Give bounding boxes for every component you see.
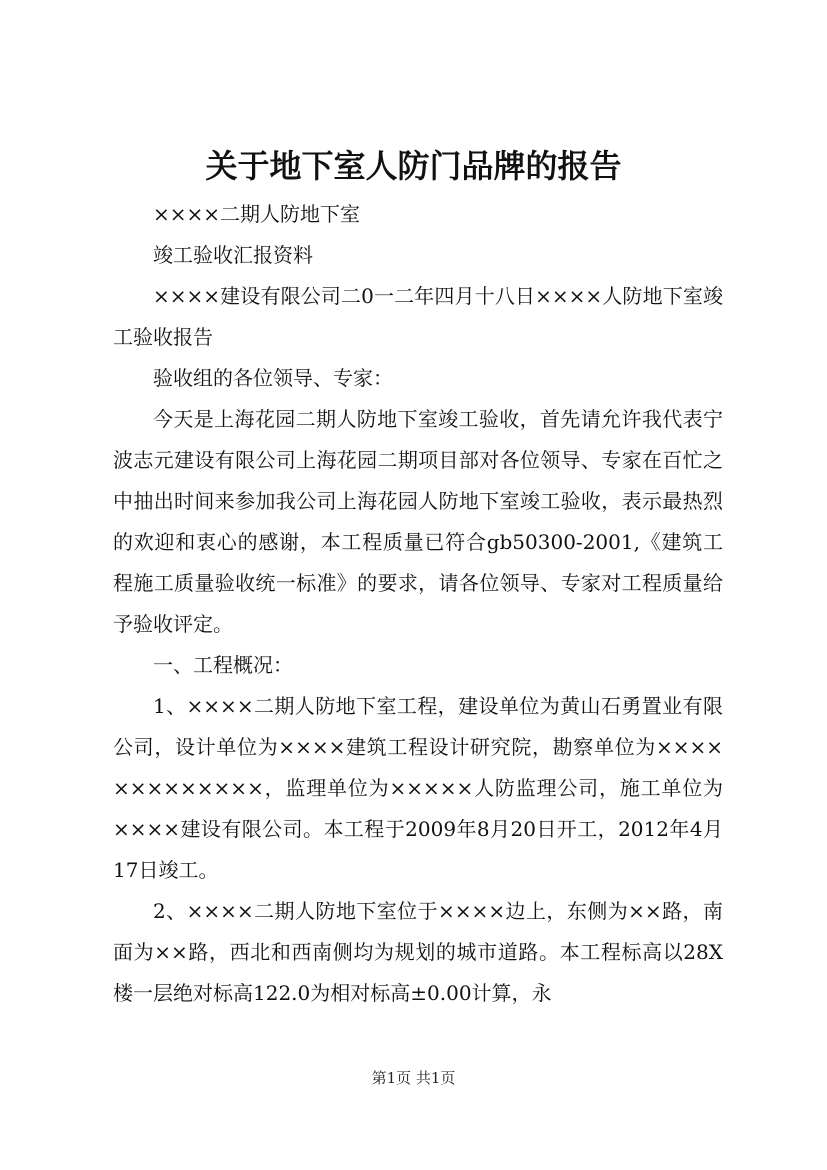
paragraph-overview-2: 2、××××二期人防地下室位于××××边上，东侧为××路，南面为××路，西北和西南侧均为规划的城市道路。本工程标高以28X楼一层绝对标高122.0为相对标高±0.00计算，永 (113, 899, 723, 1005)
section-heading-overview: 一、工程概况： (153, 653, 293, 677)
paragraph-project-name: ××××二期人防地下室 (153, 202, 361, 226)
paragraph-introduction: 今天是上海花园二期人防地下室竣工验收，首先请允许我代表宁波志元建设有限公司上海花园二期项目部对各位领导、专家在百忙之中抽出时间来参加我公司上海花园人防地下室竣工验收，表示最热烈的欢迎和衷心的感谢，本工程质量已符合gb50300-2001,《建筑工程施工质量验收统一标准》的要求，请各位领导、专家对工程质量给予验收评定。 (113, 407, 723, 636)
paragraph-subtitle: 竣工验收汇报资料 (153, 243, 313, 267)
paragraph-greeting: 验收组的各位领导、专家： (153, 366, 393, 390)
paragraph-overview-1: 1、××××二期人防地下室工程，建设单位为黄山石勇置业有限公司，设计单位为××××建筑工程设计研究院，勘察单位为×××××××××××××，监理单位为×××××人防监理公司，施工单位为××××建设有限公司。本工程于2009年8月20日开工，2012年4月17日竣工。 (113, 694, 723, 882)
document-body (113, 194, 723, 1014)
document-title: 关于地下室人防门品牌的报告 (205, 147, 622, 185)
page-footer: 第1页 共1页 (371, 1069, 456, 1087)
paragraph-company-date: ××××建设有限公司二0一二年四月十八日××××人防地下室竣工验收报告 (113, 284, 723, 349)
